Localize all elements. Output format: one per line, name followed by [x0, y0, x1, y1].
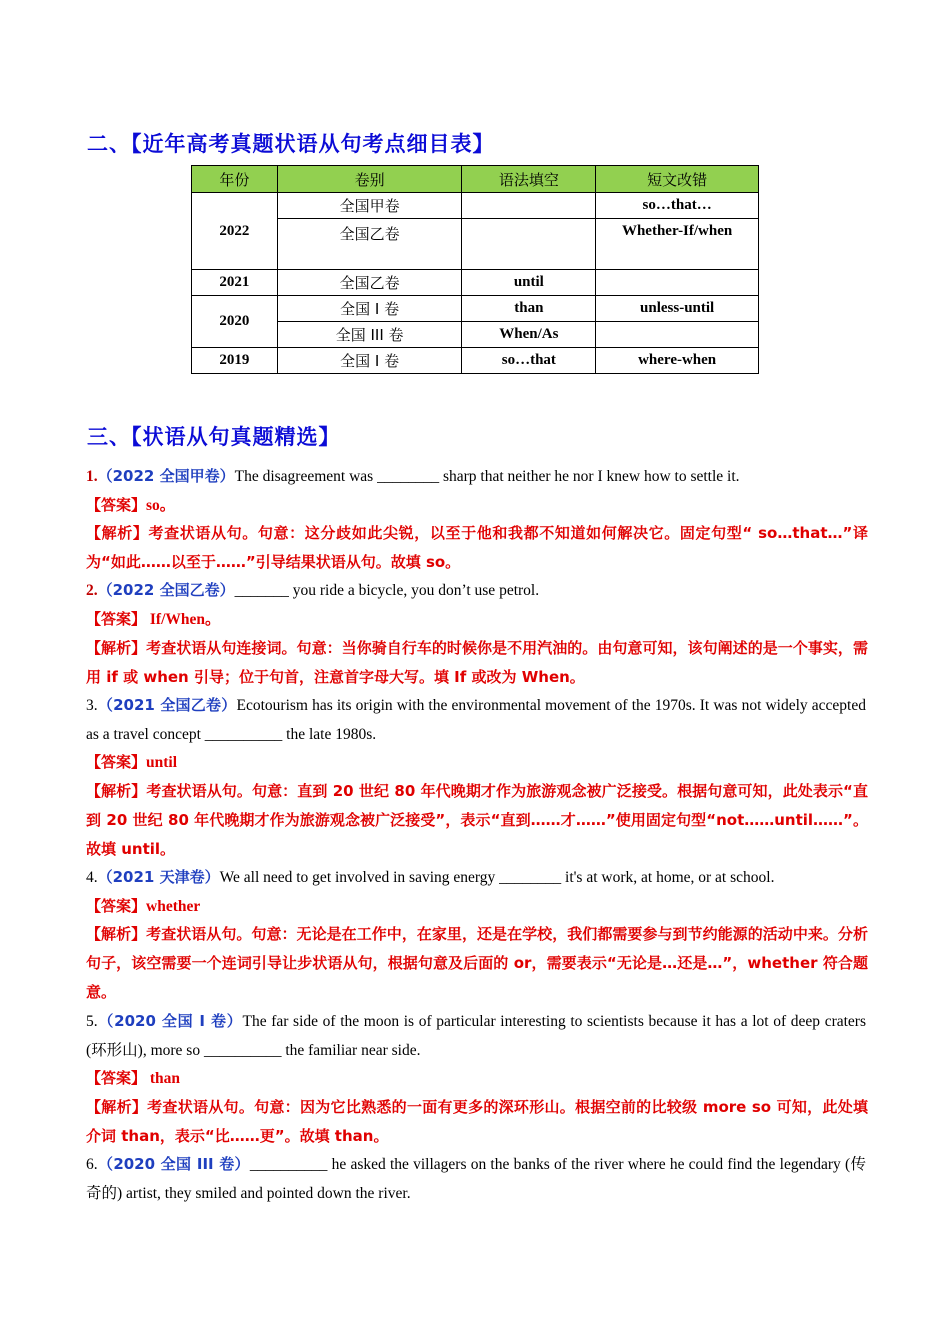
question-text: __________ he asked the villagers on the banks of the river where he could find the legendary (传奇的) artist, they smiled and pointed down the river. [86, 1156, 866, 1202]
paper-cell: 全国 I 卷 [277, 348, 462, 374]
question-text: Ecotourism has its origin with the environmental movement of the 1970s. It was not widely accepted as a travel concept __________ the late 1980s. [86, 697, 866, 743]
table-row [192, 270, 759, 296]
question-2 [86, 576, 866, 605]
correction-cell: unless-until [596, 296, 759, 322]
question-text: The disagreement was ________ sharp that neither he nor I knew how to settle it. [234, 468, 740, 485]
question-5 [86, 1007, 866, 1065]
paper-cell: 全国 III 卷 [277, 322, 462, 348]
explanation-4 [86, 920, 868, 1007]
grammar-cell: When/As [462, 322, 596, 348]
grammar-cell: than [462, 296, 596, 322]
question-number: 5. [86, 1013, 98, 1030]
header-correction: 短文改错 [596, 166, 759, 193]
paper-cell: 全国乙卷 [277, 219, 462, 270]
question-source: （2022 全国甲卷） [97, 467, 235, 485]
answer-tag: 【答案】 [86, 897, 147, 915]
explanation-text: 考查状语从句。句意：直到 20 世纪 80 年代晚期才作为旅游观念被广泛接受。根据句意可知，此处表示“直到 20 世纪 80 年代晚期才作为旅游观念被广泛接受”，表示“直到……才……”使用固定句型“not……until……”。故填 until。 [86, 782, 868, 858]
answer-text: whether [146, 898, 201, 915]
answer-1 [86, 491, 868, 520]
question-source: （2020 全国 I 卷） [97, 1012, 243, 1030]
explanation-1 [86, 519, 868, 577]
answer-text: If/When。 [146, 611, 221, 628]
paper-cell: 全国乙卷 [277, 270, 462, 296]
table-header-row [192, 166, 759, 193]
table-row [192, 296, 759, 322]
question-4 [86, 863, 866, 892]
section-heading-questions: 三、【状语从句真题精选】 [87, 425, 341, 449]
explanation-text: 考查状语从句。句意：这分歧如此尖锐，以至于他和我都不知道如何解决它。固定句型“ so…that…”译为“如此……以至于……”引导结果状语从句。故填 so。 [86, 524, 868, 571]
correction-cell: Whether-If/when [596, 219, 759, 270]
grammar-cell: so…that [462, 348, 596, 374]
answer-tag: 【答案】 [86, 753, 147, 771]
grammar-cell [462, 219, 596, 270]
question-source: （2021 天津卷） [97, 868, 220, 886]
explanation-text: 考查状语从句。句意：无论是在工作中，在家里，还是在学校，我们都需要参与到节约能源的活动中来。分析句子，该空需要一个连词引导让步状语从句，根据句意及后面的 or，需要表示“无论是…还是…”，whether 符合题意。 [86, 925, 868, 1001]
header-paper: 卷别 [277, 166, 462, 193]
explanation-text: 考查状语从句连接词。句意：当你骑自行车的时候你是不用汽油的。由句意可知，该句阐述的是一个事实，需用 if 或 when 引导；位于句首，注意首字母大写。填 If 或改为 When。 [86, 639, 868, 686]
question-number: 1. [86, 468, 98, 485]
question-number: 2. [86, 582, 98, 599]
year-cell: 2019 [192, 348, 278, 374]
explanation-text: 考查状语从句。句意：因为它比熟悉的一面有更多的深环形山。根据空前的比较级 more so 可知，此处填介词 than，表示“比……更”。故填 than。 [86, 1098, 868, 1145]
answer-tag: 【答案】 [86, 610, 147, 628]
answer-text: until [146, 754, 178, 771]
paper-cell: 全国甲卷 [277, 193, 462, 219]
year-cell: 2022 [192, 193, 278, 270]
answer-text: so。 [146, 497, 176, 514]
question-6 [86, 1150, 866, 1208]
question-number: 6. [86, 1156, 98, 1173]
table-row [192, 219, 759, 270]
question-number: 4. [86, 869, 98, 886]
explanation-tag: 【解析】 [86, 1098, 148, 1116]
grammar-cell [462, 193, 596, 219]
question-source: （2020 全国 III 卷） [97, 1155, 250, 1173]
explanation-5 [86, 1093, 868, 1151]
year-cell: 2021 [192, 270, 278, 296]
correction-cell [596, 322, 759, 348]
section-heading-table: 二、【近年高考真题状语从句考点细目表】 [87, 132, 495, 156]
question-text: We all need to get involved in saving energy ________ it's at work, at home, or at school. [219, 869, 775, 886]
table-row [192, 322, 759, 348]
answer-tag: 【答案】 [86, 496, 147, 514]
correction-cell: so…that… [596, 193, 759, 219]
answer-2 [86, 605, 868, 634]
table-row [192, 348, 759, 374]
explanation-tag: 【解析】 [86, 925, 147, 943]
correction-cell: where-when [596, 348, 759, 374]
header-grammar: 语法填空 [462, 166, 596, 193]
correction-cell [596, 270, 759, 296]
answer-5 [86, 1064, 868, 1093]
header-year: 年份 [192, 166, 278, 193]
question-text: _______ you ride a bicycle, you don’t use petrol. [234, 582, 540, 599]
explanation-3 [86, 777, 868, 864]
answer-text: than [146, 1070, 181, 1087]
paper-cell: 全国 I 卷 [277, 296, 462, 322]
question-3 [86, 691, 866, 749]
answer-3 [86, 748, 868, 777]
explanation-tag: 【解析】 [86, 639, 147, 657]
answer-tag: 【答案】 [86, 1069, 147, 1087]
question-source: （2021 全国乙卷） [97, 696, 237, 714]
explanation-2 [86, 634, 868, 692]
explanation-tag: 【解析】 [86, 524, 149, 542]
question-text: The far side of the moon is of particular interesting to scientists because it has a lot of deep craters (环形山), more so __________ the familiar near side. [86, 1013, 866, 1059]
year-cell: 2020 [192, 296, 278, 348]
question-source: （2022 全国乙卷） [97, 581, 235, 599]
exam-point-table [191, 165, 759, 374]
grammar-cell: until [462, 270, 596, 296]
explanation-tag: 【解析】 [86, 782, 147, 800]
table-row [192, 193, 759, 219]
question-number: 3. [86, 697, 98, 714]
question-1 [86, 462, 866, 491]
answer-4 [86, 892, 868, 921]
